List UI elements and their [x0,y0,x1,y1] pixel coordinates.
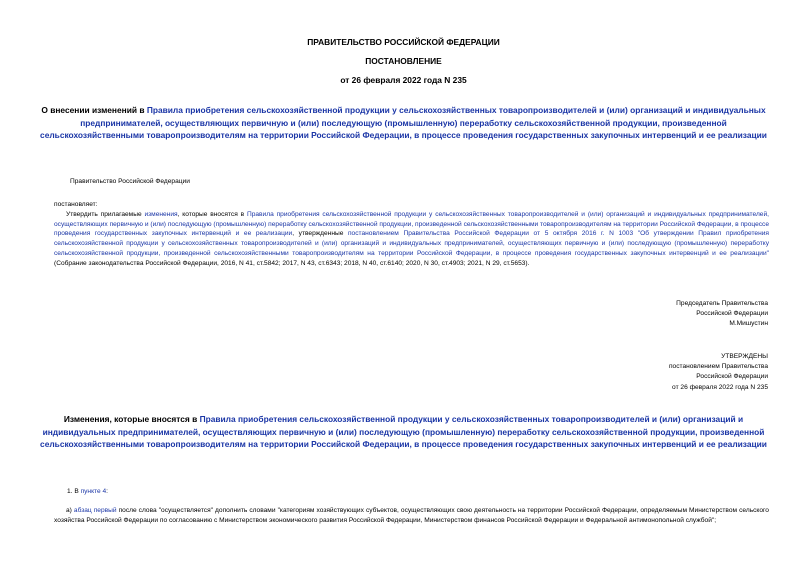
changes-title [40,413,767,451]
decrees-label: постановляет: [54,201,98,208]
government-label: Правительство Российской Федерации [70,178,190,185]
paragraph-first-link[interactable]: абзац первый [73,507,117,514]
item-a-prefix: а) [66,507,74,514]
p1-mid2: , утвержденные [292,230,348,238]
approved-line-3: Российской Федерации [696,373,768,381]
item1-prefix: 1. В [67,488,81,495]
item-a-text: после слова "осуществляется" дополнить словами "категориям хозяйствующих субъектов, осуществляющих свою деятельность на территории Российской Федерации, определяемым Министерством сельского хозяйства Российской Федерации по согласованию с Министерством экономического развития Российской Федерации, Министерством финансов Российской Федерации и Федеральной антимонопольной службой"; [54,507,769,524]
item-a [54,506,769,525]
title-rules-link[interactable]: Правила приобретения сельскохозяйственной продукции у сельскохозяйственных товаропроизводителей и (или) организаций и индивидуальных предпринимателей, осуществляющих первичную и (или) последующую (промышленную) переработку сельскохозяйственной продукции, произведенной сельскохозяйственными товаропроизводителям на территории Российской Федерации, в процессе проведения государственных закупочных интервенций и ее реализации [40,105,767,140]
document-title [40,104,767,142]
org-name: ПРАВИТЕЛЬСТВО РОССИЙСКОЙ ФЕДЕРАЦИИ [307,37,500,47]
approved-date: от 26 февраля 2022 года N 235 [672,383,768,391]
item-1 [67,487,108,497]
rules-link[interactable]: Правила приобретения сельскохозяйственной продукции у сельскохозяйственных товаропроизводителей и (или) организаций и индивидуальных предпринимателей, осуществляющих первичную и (или) последующую (промышленную) переработку сельскохозяйственной продукции, произведенной сельскохозяйственными товаропроизводителям на территории Российской Федерации, в процессе проведения государственных закупочных интервенций и ее реализации [54,211,769,238]
changes-link[interactable]: изменения [144,211,178,218]
changes-title-rules-link[interactable]: Правила приобретения сельскохозяйственной продукции у сельскохозяйственных товаропроизводителей и (или) организаций и индивидуальных предпринимателей, осуществляющих первичную и (или) последующую (промышленную) переработку сельскохозяйственной продукции, произведенной сельскохозяйственными товаропроизводителям на территории Российской Федерации, в процессе проведения государственных закупочных интервенций и ее реализации [40,414,767,449]
p1-suffix: (Собрание законодательства Российской Федерации, 2016, N 41, ст.5842; 2017, N 43, ст.6343; 2018, N 40, ст.6140; 2020, N 30, ст.4903; 2021, N 29, ст.5653). [54,259,530,267]
point-4-link[interactable]: пункте 4 [80,488,107,495]
approved-label: УТВЕРЖДЕНЫ [721,353,768,360]
approved-line-2: постановлением Правительства [668,363,768,371]
resolution-1003-link[interactable]: постановлением Правительства Российской Федерации от 5 октября 2016 г. N 1003 "Об утверждении Правил приобретения сельскохозяйственной продукции у сельскохозяйственных товаропроизводителей и (или) организаций и индивидуальных предпринимателей, осуществляющих первичную и (или) последующую (промышленную) переработку сельскохозяйственной продукции, произведенной сельскохозяйственными товаропроизводителям на территории Российской Федерации, в процессе проведения государственных закупочных интервенций и ее реализации" [54,230,769,257]
signature-line-1: Председатель Правительства [676,300,768,307]
doc-date-number: от 26 февраля 2022 года N 235 [340,75,467,85]
title-prefix: О внесении изменений в [41,105,147,115]
doc-type: ПОСТАНОВЛЕНИЕ [365,56,442,66]
signature-block [676,299,768,330]
p1-mid1: , которые вносятся в [177,211,247,218]
signature-line-2: Российской Федерации [696,310,768,318]
main-paragraph [54,210,769,268]
changes-title-prefix: Изменения, которые вносятся в [63,414,200,424]
p1-prefix: Утвердить прилагаемые [66,211,145,218]
signature-name: М.Мишустин [729,320,768,328]
approved-block [669,352,768,393]
item1-suffix: : [106,488,108,495]
